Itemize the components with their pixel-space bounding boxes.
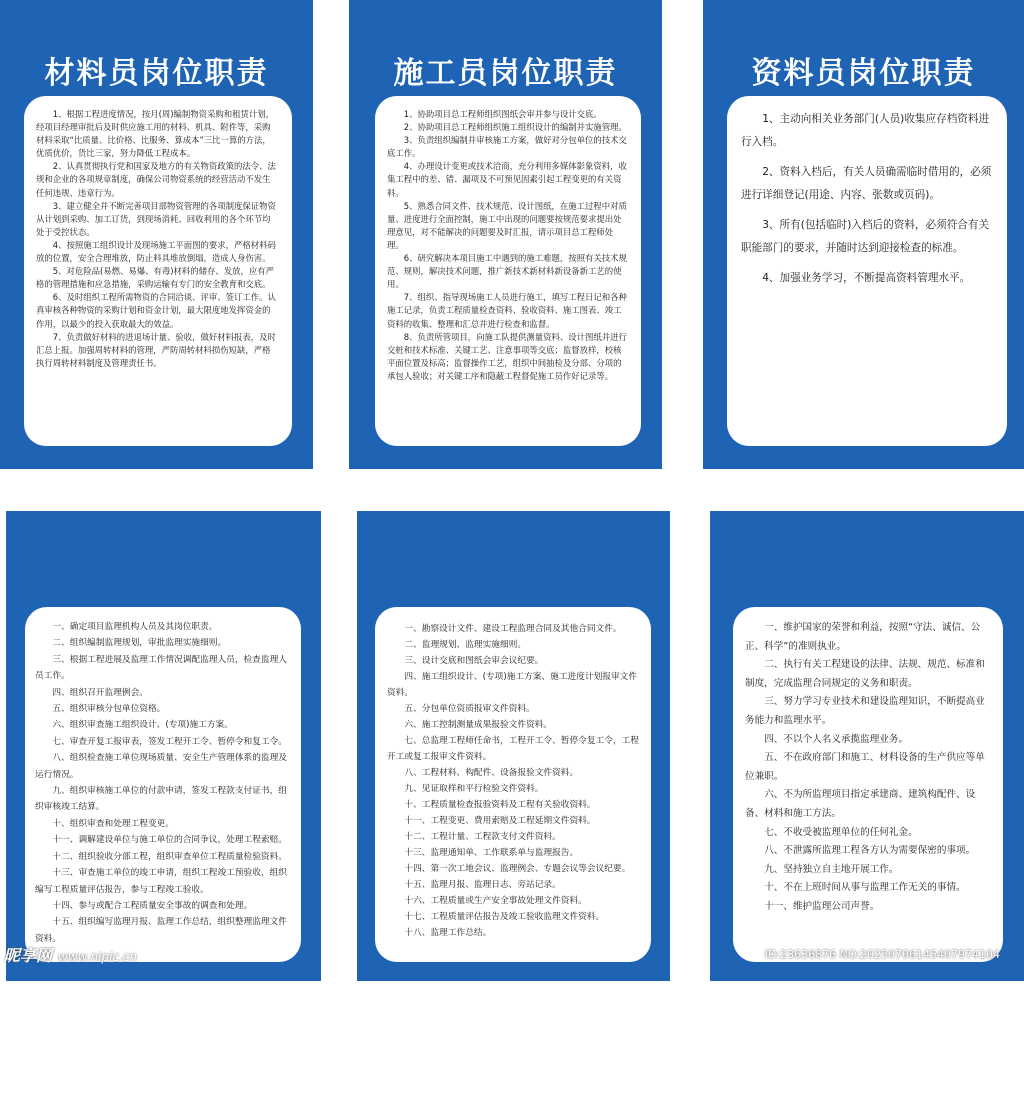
- list-item: 八、不泄露所监理工程各方认为需要保密的事项。: [764, 845, 976, 857]
- watermark-id: ID:23636876 NO:20250706145407974104: [764, 948, 1000, 961]
- list-item: 2、协助项目总工程师组织施工组织设计的编制并实施管理。: [403, 122, 627, 133]
- list-item: 七、总监理工程师任命书，工程开工令、暂停令复工令，工程开工或复工报审文件资料。: [387, 736, 639, 762]
- list-item: 十七、工程质量评估报告及竣工验收监理文件资料。: [404, 912, 605, 922]
- board-title: 施工员岗位职责: [393, 56, 618, 91]
- list-item: 1、根据工程进度情况，按月(周)编制物资采购和租赁计划，经项目经理审批后及时供应施工用的材料、机具、附件等，采购材料采取“比质量、比价格、比服务、算成本”三比一算的方法，优质优价，货比三家，努力降低工程成本。: [36, 109, 275, 159]
- board-construction-clerk: [349, 0, 662, 469]
- list-item: 十三、监理通知单、工作联系单与监理报告。: [404, 848, 579, 858]
- list-item: 8、负责所管项目，向施工队提供测量资料、设计图纸并进行交桩和技术标准、关键工艺、注意事项等交底；监督放样，校核平面位置及标高；监督操作工艺，组织中间抽检及分部、分项的承包人验收；对关键工序和隐蔽工程督促施工员作好记录等。: [387, 331, 627, 381]
- list-item: 六、不为所监理项目指定承建商、建筑构配件、设备、材料和施工方法。: [745, 789, 976, 819]
- list-item: 九、组织审核施工单位的付款申请，签发工程款支付证书，组织审核竣工结算。: [35, 786, 287, 813]
- list-item: 7、负责做好材料的进退场计量、验收，做好材料报表，及时汇总上报。加强周转材料的管理，严防周转材料损伤短缺，严格执行周转材料制度及管理责任书。: [36, 331, 276, 368]
- content-card: [25, 607, 301, 962]
- list-item: 2、资料入档后，有关人员确需临时借用的，必须进行详细登记(用途、内容、张数或页码)。: [741, 166, 992, 201]
- list-item: 4、按照施工组织设计及现场施工平面图的要求，严格材料码放的位置，安全合理堆放，防止料具堆放倒塌，造成人身伤害。: [36, 239, 276, 264]
- list-item: 十、工程质量检查报验资料及工程有关验收资料。: [404, 800, 596, 810]
- list-item: 一、勘察设计文件、建设工程监理合同及其他合同文件。: [404, 624, 622, 634]
- list-item: 十六、工程质量或生产安全事故处理文件资料。: [404, 896, 587, 906]
- list-item: 五、分包单位资质报审文件资料。: [404, 704, 535, 714]
- list-item: 十八、监理工作总结。: [404, 928, 492, 938]
- list-item: 十二、组织验收分部工程，组织审查单位工程质量检验资料。: [52, 851, 287, 862]
- list-item: 3、所有(包括临时)入档后的资料，必须符合有关职能部门的要求，并随时达到迎接检查的标准。: [741, 219, 990, 254]
- list-item: 5、熟悉合同文件、技术规范、设计图纸，在施工过程中对质量、进度进行全面控制，施工中出现的问题要按规范要求提出处理意见，对不能解决的问题要及时汇报，请示项目总工程师处理。: [387, 200, 627, 250]
- list-item: 十三、审查施工单位的竣工申请，组织工程竣工预验收，组织编写工程质量评估报告，参与工程竣工验收。: [35, 868, 287, 895]
- list-item: 十、组织审查和处理工程变更。: [52, 818, 175, 829]
- list-item: 7、组织、指导现场施工人员进行施工，填写工程日记和各种施工记录，负责工程质量检查资料、验收资料、施工图表、竣工资料的收集、整理和汇总并进行检查和监督。: [387, 292, 627, 329]
- list-item: 5、对危险品(易燃、易爆、有毒)材料的储存、发放，应有严格的管理措施和应急措施，采购运输有专门的安全教育和交底。: [36, 266, 275, 290]
- list-item: 十一、维护监理公司声誉。: [764, 900, 880, 912]
- content-card: [375, 96, 641, 446]
- list-item: 十一、调解建设单位与施工单位的合同争议，处理工程索赔。: [52, 835, 287, 846]
- list-item: 1、主动向相关业务部门(人员)收集应存档资料进行入档。: [741, 113, 990, 148]
- list-item: 4、加强业务学习，不断提高资料管理水平。: [762, 272, 971, 284]
- content-card: [733, 607, 1003, 962]
- board-title: 资料员岗位职责: [751, 56, 976, 91]
- board-material-clerk: [0, 0, 313, 469]
- list-item: 三、设计交底和图纸会审会议纪要。: [404, 656, 544, 666]
- list-item: 4、办理设计变更或技术洽商，充分利用多媒体影象资料，收集工程中的差、错、漏项及不可预见因素引起工程变更的有关资料。: [387, 161, 627, 198]
- list-item: 3、建立健全并不断完善项目部物资管理的各项制度保证物资从计划到采购、加工订货，到现场消耗、回收利用的各个环节均处于受控状态。: [36, 200, 276, 237]
- watermark-logo: [4, 943, 137, 966]
- list-item: 一、维护国家的荣誉和利益，按照“守法、诚信、公正、科学”的准则执业。: [745, 622, 981, 652]
- list-item: 6、研究解决本项目施工中遇到的施工难题，按照有关技术规范、规则，解决技术问题，推广新技术新材料新设备新工艺的使用。: [387, 253, 627, 290]
- list-item: 2、认真贯彻执行党和国家及地方的有关物资政策的法令、法规和企业的各项规章制度，确保公司物资系统的经营活动不发生任何违规、违章行为。: [36, 161, 276, 198]
- list-item: 六、施工控制测量成果报验文件资料。: [404, 720, 553, 730]
- board-chief-supervisor: [6, 511, 321, 1109]
- content-card: [375, 607, 651, 962]
- list-item: 6、及时组织工程所需物资的合同洽谈、评审、签订工作。认真审核各种物资的采购计划和资金计划，最大限度地发挥资金的作用，以最少的投入获取最大的效益。: [36, 292, 276, 329]
- list-item: 3、负责组织编制并审核施工方案，做好对分包单位的技术交底工作。: [387, 135, 627, 159]
- list-item: 八、组织检查施工单位现场质量、安全生产管理体系的监理及运行情况。: [35, 753, 287, 780]
- board-supervision-code: [710, 511, 1024, 1109]
- board-title: 监理工作守则: [776, 1076, 957, 1109]
- list-item: 十四、第一次工地会议、监理例会、专题会议等会议纪要。: [404, 864, 631, 874]
- list-item: 七、不收受被监理单位的任何礼金。: [764, 826, 918, 838]
- list-item: 二、执行有关工程建设的法律、法规、规范、标准和制度，完成监理合同规定的义务和职责。: [745, 659, 985, 689]
- content-card: [24, 96, 292, 446]
- list-item: 十一、工程变更、费用索赔及工程延期文件资料。: [404, 816, 596, 826]
- board-title: 总监理工程师职责: [43, 1076, 284, 1109]
- content-card: [727, 96, 1007, 446]
- board-supervision-documents: [357, 511, 670, 1109]
- list-item: 十四、参与或配合工程质量安全事故的调查和处理。: [52, 900, 253, 911]
- list-item: 七、审查开复工报审表，签发工程开工令、暂停令和复工令。: [52, 736, 287, 747]
- list-item: 九、见证取样和平行检验文件资料。: [404, 784, 544, 794]
- list-item: 十、不在上班时间从事与监理工作无关的事情。: [764, 882, 966, 894]
- list-item: 十五、监理月报、监理日志、旁站记录。: [404, 880, 561, 890]
- list-item: 九、坚持独立自主地开展工作。: [764, 863, 899, 875]
- list-item: 二、组织编制监理规划，审批监理实施细则。: [52, 638, 227, 649]
- list-item: 八、工程材料、构配件、设备报验文件资料。: [404, 768, 579, 778]
- list-item: 一、确定项目监理机构人员及其岗位职责。: [52, 622, 218, 632]
- list-item: 五、组织审核分包单位资格。: [52, 704, 166, 715]
- list-item: 三、根据工程进展及监理工作情况调配监理人员，检查监理人员工作。: [35, 654, 287, 682]
- list-item: 三、努力学习专业技术和建设监理知识，不断提高业务能力和监理水平。: [745, 696, 985, 726]
- list-item: 四、组织召开监理例会。: [52, 687, 148, 698]
- board-document-clerk: [703, 0, 1024, 469]
- list-item: 四、不以个人名义承揽监理业务。: [764, 733, 909, 745]
- list-item: 十五、组织编写监理月报、监理工作总结，组织整理监理文件资料。: [35, 917, 287, 944]
- list-item: 1、协助项目总工程师组织图纸会审并参与设计交底。: [403, 109, 602, 119]
- list-item: 五、不在政府部门和施工、材料设备的生产供应等单位兼职。: [745, 752, 985, 782]
- board-title: 监理文件资料: [423, 1076, 604, 1109]
- list-item: 六、组织审查施工组织设计、(专项)施工方案。: [52, 720, 233, 731]
- watermark-url: www.nipic.cn: [58, 950, 138, 964]
- watermark-brand: 昵享网: [4, 946, 53, 965]
- list-item: 四、施工组织设计、(专项)施工方案、施工进度计划报审文件资料。: [387, 672, 638, 698]
- list-item: 十二、工程计量、工程款支付文件资料。: [404, 832, 561, 842]
- list-item: 二、监理规划、监理实施细则。: [404, 640, 527, 650]
- board-title: 材料员岗位职责: [44, 56, 269, 91]
